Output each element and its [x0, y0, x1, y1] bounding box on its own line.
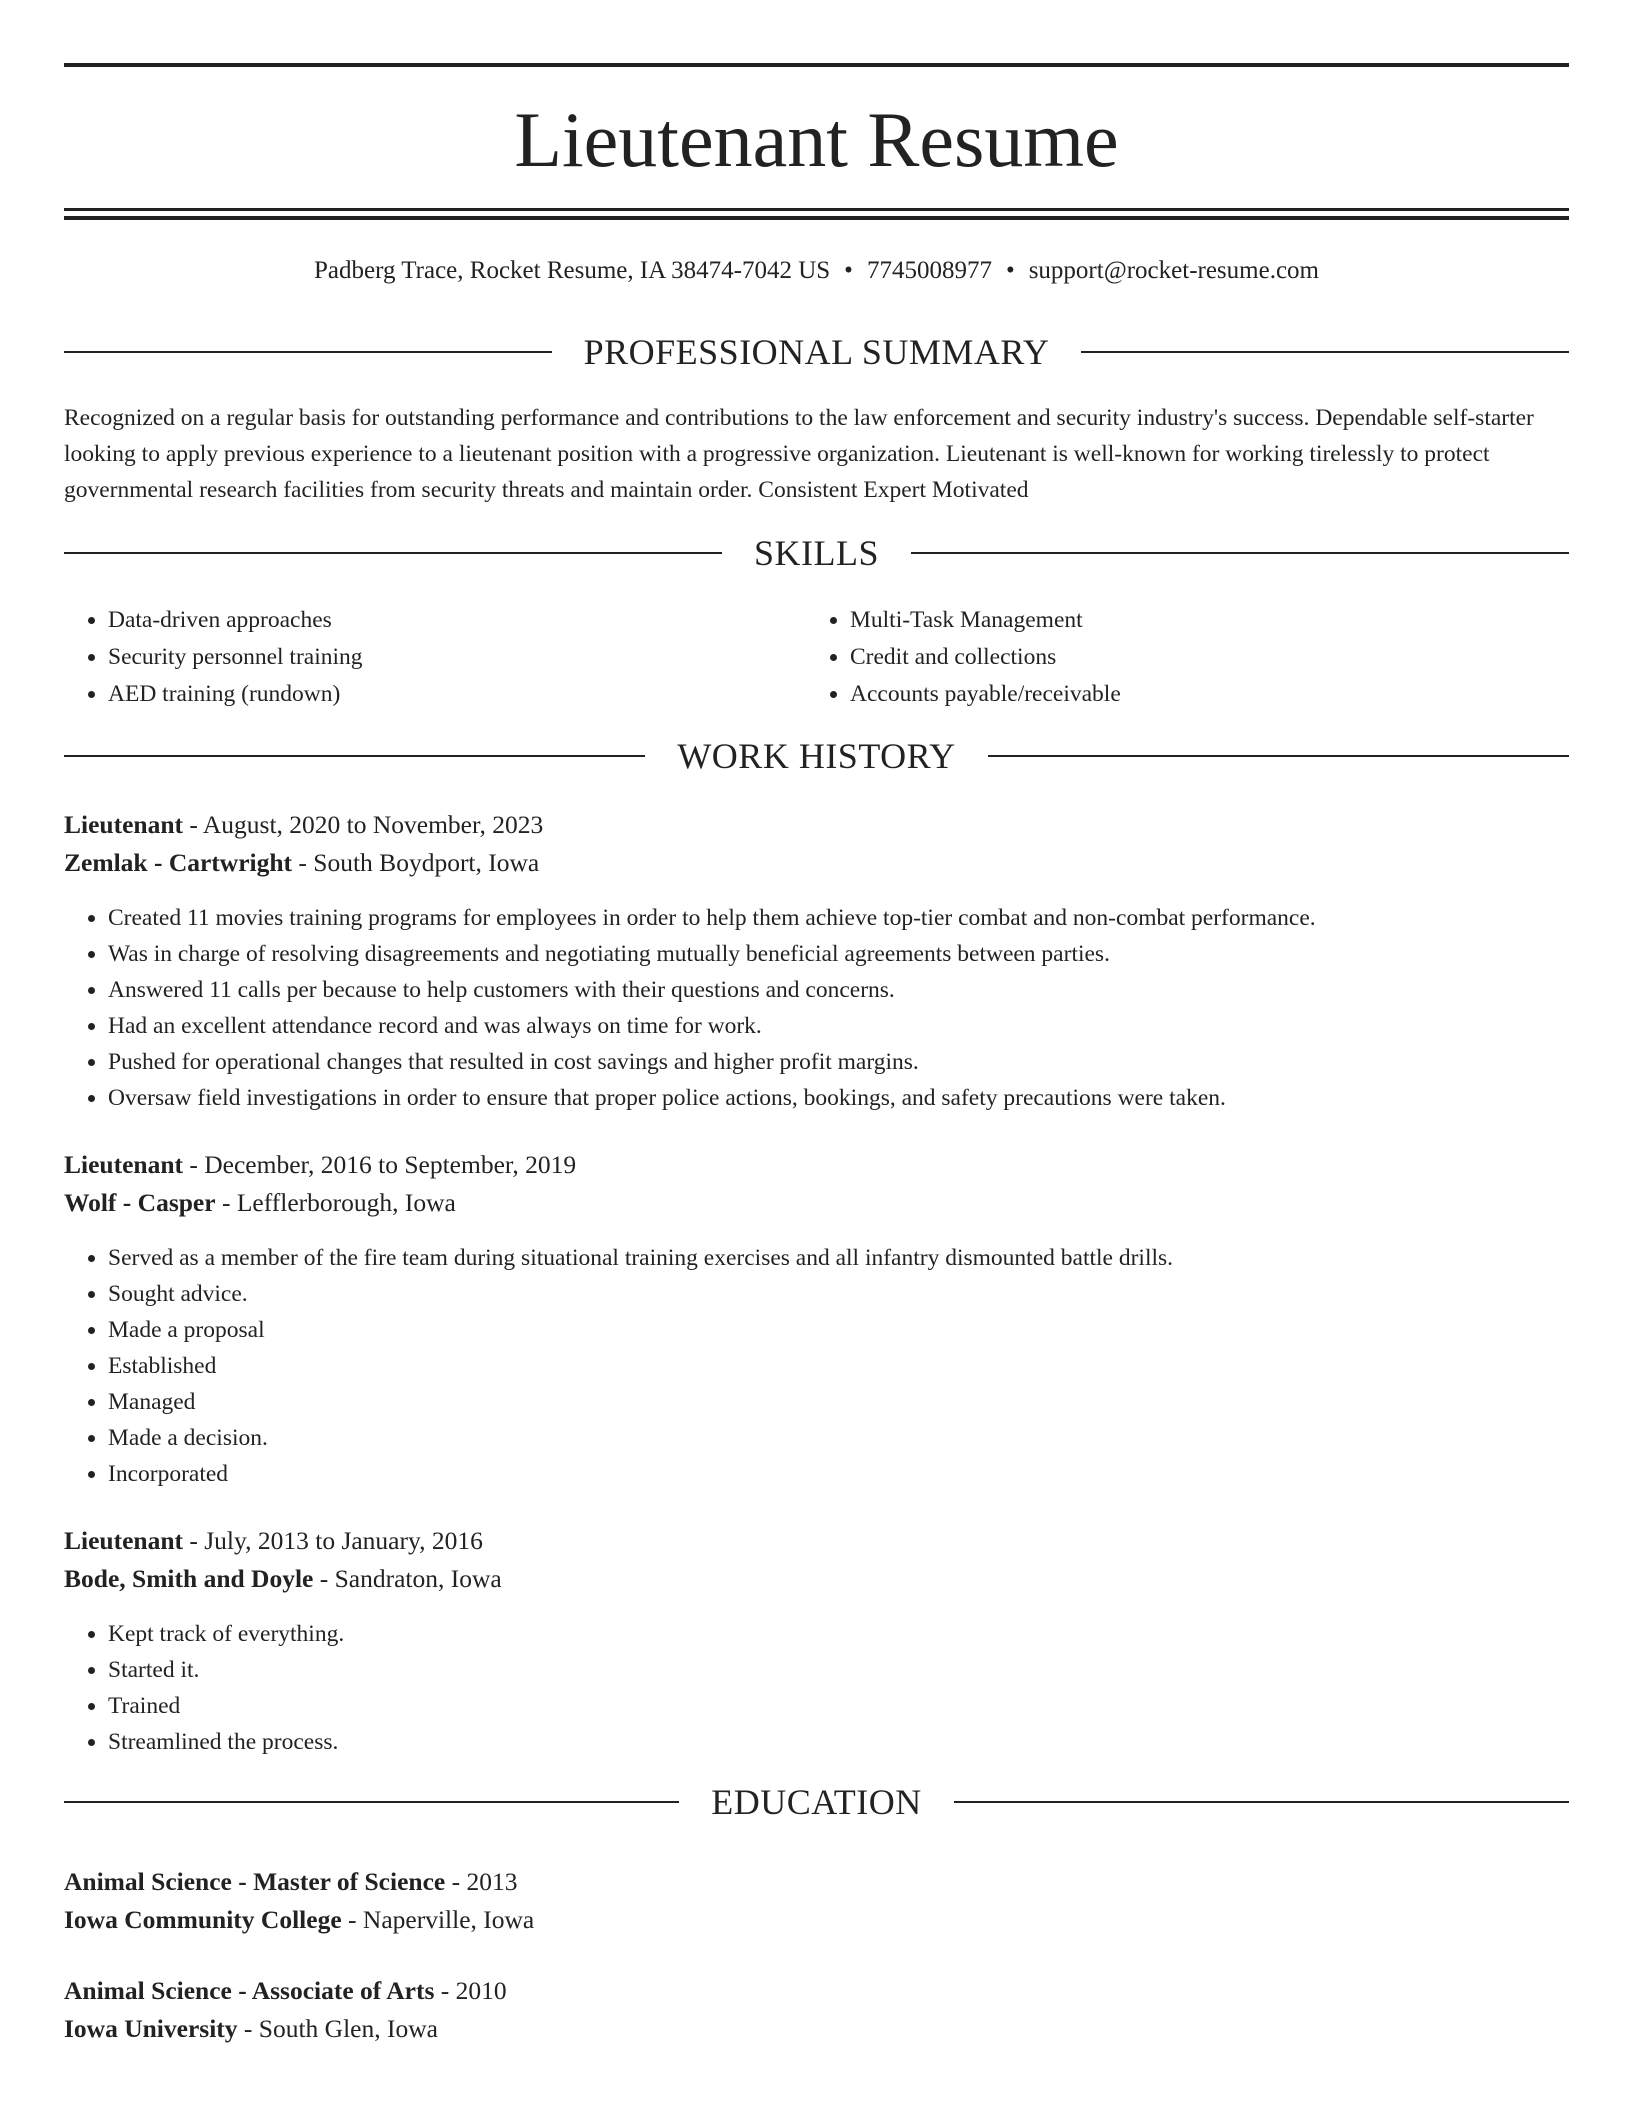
- contact-separator: •: [1005, 257, 1015, 284]
- section-title: WORK HISTORY: [677, 736, 956, 776]
- duty-item: • Pushed for operational changes that resulted in cost savings and higher profit margins.: [108, 1044, 1569, 1080]
- education-degree: Animal Science - Associate of Arts: [64, 1976, 435, 2005]
- duty-item: • Made a proposal: [108, 1312, 1569, 1348]
- duty-item: • Started it.: [108, 1652, 1569, 1688]
- skill-item: • Multi-Task Management: [850, 602, 1506, 639]
- duty-item: • Managed: [108, 1384, 1569, 1420]
- section-rule: [64, 351, 552, 353]
- skill-item: • Data-driven approaches: [108, 602, 764, 639]
- section-header-education: [64, 1780, 1569, 1824]
- section-rule: [64, 755, 645, 757]
- job-dates: - December, 2016 to September, 2019: [183, 1150, 577, 1179]
- title-rule-lower: [64, 216, 1569, 220]
- section-rule: [1081, 351, 1569, 353]
- section-header-work-history: [64, 734, 1569, 778]
- contact-phone: 7745008977: [866, 257, 992, 284]
- section-rule: [64, 1801, 679, 1803]
- education-school: Iowa Community College: [64, 1905, 342, 1934]
- job-dates: - July, 2013 to January, 2016: [183, 1526, 483, 1555]
- education-year: - 2013: [445, 1867, 518, 1896]
- duty-item: • Kept track of everything.: [108, 1616, 1569, 1652]
- skills-column-right: [806, 602, 1506, 713]
- top-rule: [64, 63, 1569, 67]
- skill-item: • Credit and collections: [850, 639, 1506, 676]
- job-employer-line: [64, 1560, 1569, 1598]
- duty-item: • Served as a member of the fire team during situational training exercises and all infantry dismounted battle drills.: [108, 1240, 1569, 1276]
- job-title-line: [64, 1522, 1569, 1560]
- section-header-skills: [64, 531, 1569, 575]
- education-location: - Naperville, Iowa: [341, 1905, 535, 1934]
- skill-item: • Accounts payable/receivable: [850, 676, 1506, 713]
- contact-line: [64, 254, 1569, 288]
- job-company: Bode, Smith and Doyle: [64, 1564, 314, 1593]
- job-duties: [64, 1240, 1569, 1492]
- job-location: - South Boydport, Iowa: [292, 848, 540, 877]
- section-title: SKILLS: [754, 533, 880, 573]
- section-title: EDUCATION: [711, 1782, 922, 1822]
- education-school-line: [64, 2010, 1569, 2048]
- education-location: - South Glen, Iowa: [237, 2014, 438, 2043]
- summary-text: Recognized on a regular basis for outstanding performance and contributions to the law enforcement and security industry's success. Dependable self-starter looking to apply previous experience to a lieutenant position with a progressive organization. Lieutenant is well-known for working tirelessly to protect governmental research facilities from security threats and maintain order. Consistent Expert Motivated: [64, 405, 1534, 503]
- education-school-line: [64, 1901, 1569, 1939]
- job-company: Wolf - Casper: [64, 1188, 216, 1217]
- job-title-line: [64, 1146, 1569, 1184]
- duty-item: • Made a decision.: [108, 1420, 1569, 1456]
- duty-item: • Created 11 movies training programs for employees in order to help them achieve top-tier combat and non-combat performance.: [108, 900, 1569, 936]
- duty-item: • Sought advice.: [108, 1276, 1569, 1312]
- job-employer-line: [64, 1184, 1569, 1222]
- skill-item: • Security personnel training: [108, 639, 764, 676]
- duty-item: • Established: [108, 1348, 1569, 1384]
- duty-item: • Answered 11 calls per because to help customers with their questions and concerns.: [108, 972, 1569, 1008]
- page-title: Lieutenant Resume: [514, 96, 1119, 183]
- contact-address: Padberg Trace, Rocket Resume, IA 38474-7042 US: [314, 257, 831, 284]
- skills-column-left: [64, 602, 764, 713]
- title-rule-upper: [64, 208, 1569, 211]
- contact-email: support@rocket-resume.com: [1028, 257, 1319, 284]
- education-degree: Animal Science - Master of Science: [64, 1867, 446, 1896]
- education-school: Iowa University: [64, 2014, 238, 2043]
- contact-separator: •: [844, 257, 853, 284]
- duty-item: • Was in charge of resolving disagreements and negotiating mutually beneficial agreements between parties.: [108, 936, 1569, 972]
- job-duties: [64, 1616, 1569, 1760]
- education-degree-line: [64, 1972, 1569, 2010]
- job-title-line: [64, 806, 1569, 844]
- job-dates: - August, 2020 to November, 2023: [183, 810, 544, 839]
- duty-item: • Had an excellent attendance record and was always on time for work.: [108, 1008, 1569, 1044]
- duty-item: • Incorporated: [108, 1456, 1569, 1492]
- section-rule: [911, 552, 1569, 554]
- section-title: PROFESSIONAL SUMMARY: [583, 332, 1050, 372]
- section-rule: [64, 552, 722, 554]
- job-location: - Lefflerborough, Iowa: [215, 1188, 456, 1217]
- job-title: Lieutenant: [64, 1526, 184, 1555]
- duty-item: • Trained: [108, 1688, 1569, 1724]
- section-header-summary: [64, 330, 1569, 374]
- education-degree-line: [64, 1863, 1569, 1901]
- section-rule: [988, 755, 1569, 757]
- job-title: Lieutenant: [64, 1150, 184, 1179]
- job-duties: [64, 900, 1569, 1116]
- section-rule: [954, 1801, 1569, 1803]
- skill-item: • AED training (rundown): [108, 676, 764, 713]
- education-year: - 2010: [434, 1976, 507, 2005]
- job-title: Lieutenant: [64, 810, 184, 839]
- job-employer-line: [64, 844, 1569, 882]
- job-company: Zemlak - Cartwright: [64, 848, 293, 877]
- job-location: - Sandraton, Iowa: [313, 1564, 502, 1593]
- duty-item: • Streamlined the process.: [108, 1724, 1569, 1760]
- duty-item: • Oversaw field investigations in order to ensure that proper police actions, bookings, and safety precautions were taken.: [108, 1080, 1569, 1116]
